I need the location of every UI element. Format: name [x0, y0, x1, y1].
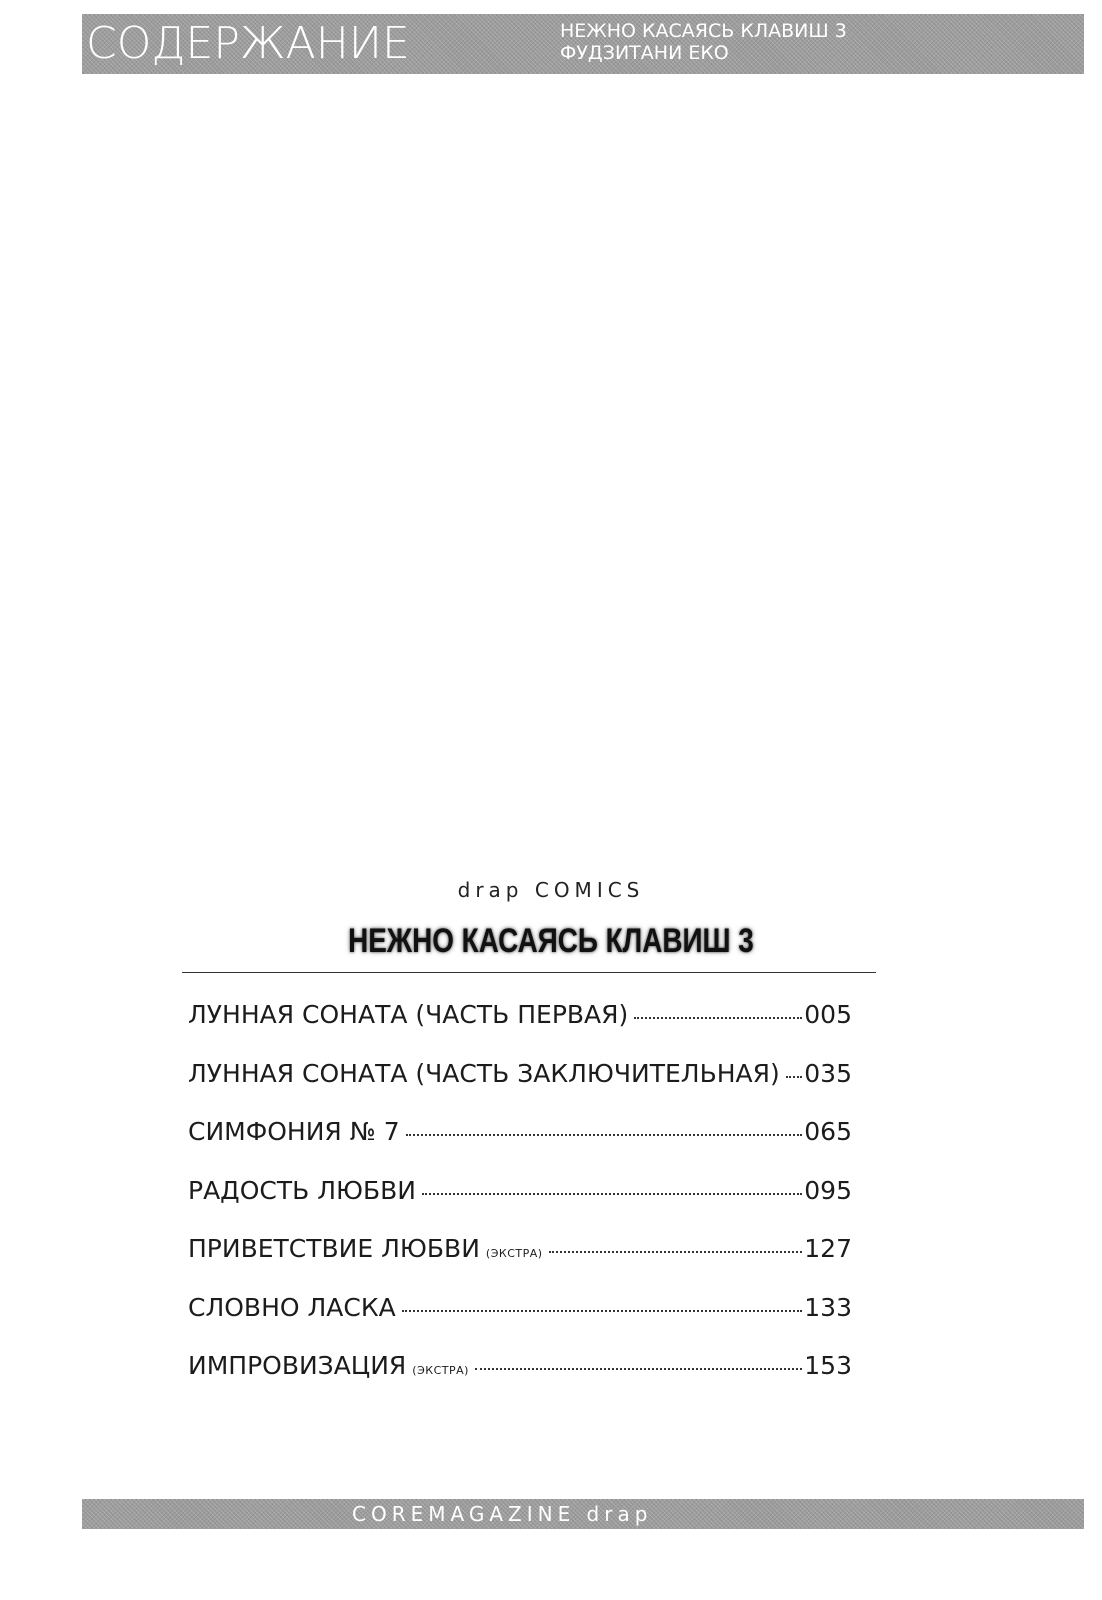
header-book-info [560, 20, 847, 64]
toc-leader-dots [422, 1193, 802, 1195]
toc-leader-dots [406, 1134, 803, 1136]
toc-entry-title: ИМПРОВИЗАЦИЯ [188, 1351, 407, 1380]
toc-entry-page: 133 [804, 1292, 852, 1322]
toc-entry-page: 153 [804, 1351, 852, 1380]
toc-entry[interactable] [188, 1176, 852, 1235]
header-band [82, 14, 1084, 74]
imprint: drap COMICS [457, 878, 645, 902]
toc-entry-page: 035 [804, 1058, 852, 1088]
toc-entry-title: РАДОСТЬ ЛЮБВИ [188, 1175, 417, 1205]
header-book-title: НЕЖНО КАСАЯСЬ КЛАВИШ 3 [560, 20, 847, 42]
toc-leader-dots [786, 1076, 803, 1078]
toc-entry-note: (ЭКСТРА) [485, 1247, 543, 1260]
toc-entry-page: 127 [804, 1234, 852, 1263]
toc-entry[interactable] [188, 1293, 852, 1352]
toc-entry[interactable] [188, 1000, 852, 1059]
toc-entry-title: ЛУННАЯ СОНАТА (ЧАСТЬ ЗАКЛЮЧИТЕЛЬНАЯ) [188, 1058, 780, 1088]
header-author: ФУДЗИТАНИ ЕКО [560, 42, 729, 64]
toc-entry-page: 095 [804, 1175, 852, 1205]
toc-entry-title: ЛУННАЯ СОНАТА (ЧАСТЬ ПЕРВАЯ) [188, 1000, 629, 1029]
toc-entry-page: 065 [804, 1117, 852, 1146]
toc-leader-dots [475, 1368, 802, 1370]
toc-entry[interactable] [188, 1351, 852, 1410]
table-of-contents [188, 1000, 852, 1410]
toc-leader-dots [402, 1310, 803, 1312]
toc-entry-title: СЛОВНО ЛАСКА [188, 1292, 396, 1322]
section-title: СОДЕРЖАНИЕ [86, 18, 410, 69]
toc-entry-title: ПРИВЕТСТВИЕ ЛЮБВИ [188, 1234, 480, 1263]
toc-entry-page: 005 [804, 1000, 852, 1029]
publisher-label: COREMAGAZINE drap [352, 1502, 653, 1526]
title-divider [182, 972, 876, 973]
toc-entry[interactable] [188, 1059, 852, 1118]
toc-entry[interactable] [188, 1234, 852, 1293]
book-title: НЕЖНО КАСАЯСЬ КЛАВИШ 3 [348, 922, 754, 960]
toc-leader-dots [634, 1017, 802, 1019]
toc-entry-note: (ЭКСТРА) [412, 1364, 469, 1377]
footer-band [82, 1499, 1084, 1529]
toc-entry-title: СИМФОНИЯ № 7 [188, 1117, 400, 1146]
toc-entry[interactable] [188, 1117, 852, 1176]
toc-leader-dots [549, 1251, 803, 1253]
